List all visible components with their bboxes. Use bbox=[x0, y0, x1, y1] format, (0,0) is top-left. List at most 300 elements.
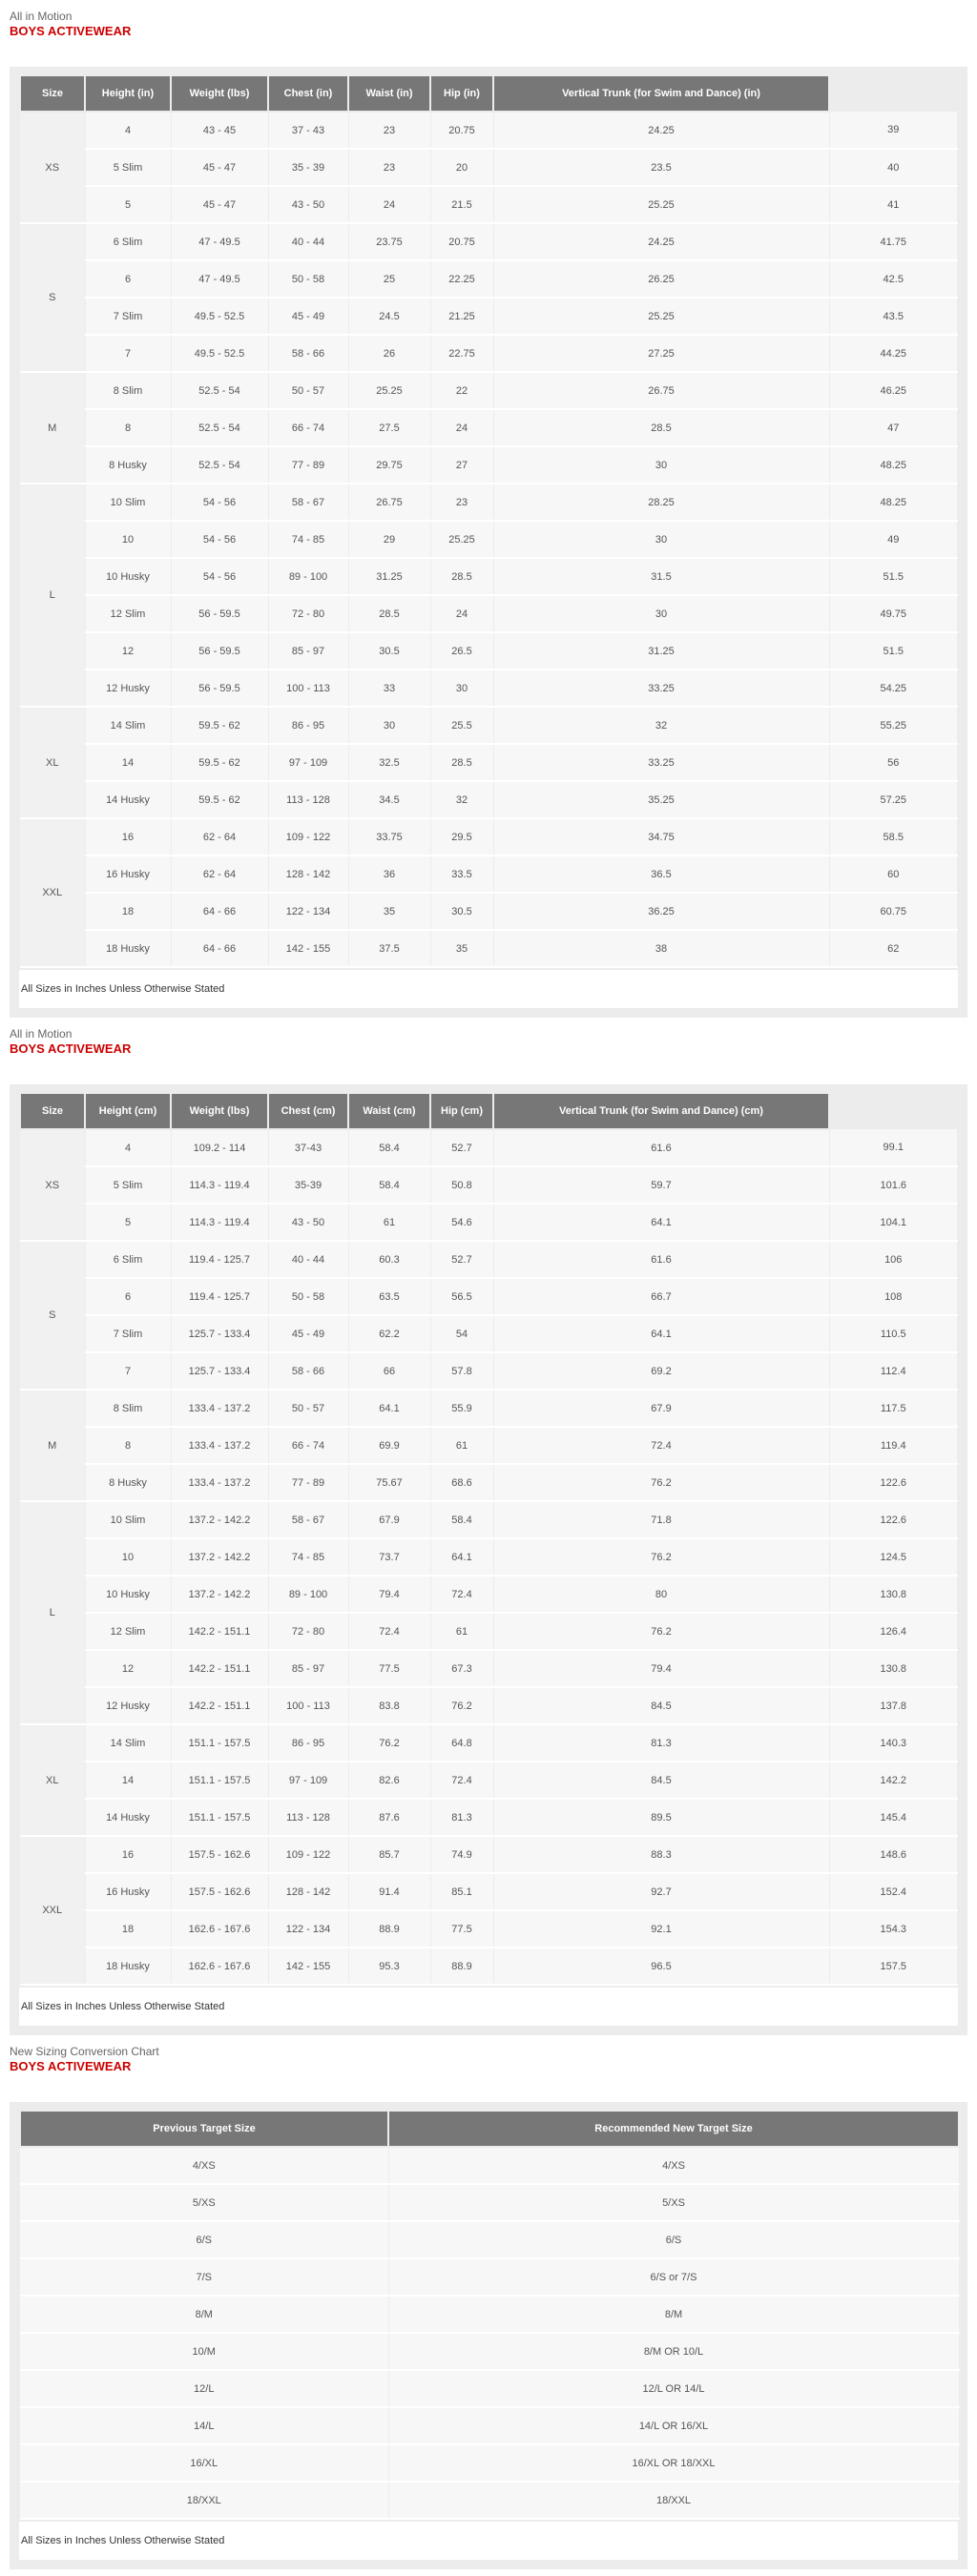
table-cell: 122 - 134 bbox=[268, 893, 348, 930]
table-cell: 54 - 56 bbox=[171, 521, 268, 558]
table-cell: 44.25 bbox=[829, 335, 958, 372]
table-cell: 26.75 bbox=[348, 484, 430, 521]
table-row bbox=[20, 186, 958, 223]
table-cell: 30 bbox=[493, 595, 829, 632]
table-cell: 8/M bbox=[388, 2296, 959, 2333]
table-row bbox=[20, 707, 958, 744]
table-cell: 67.3 bbox=[430, 1650, 493, 1687]
table-cell: 145.4 bbox=[829, 1799, 958, 1836]
table-row bbox=[20, 112, 958, 149]
table-cell: 29.5 bbox=[430, 818, 493, 855]
table-cell: 10 Slim bbox=[85, 484, 171, 521]
table-cell: 33.25 bbox=[493, 670, 829, 707]
table-cell: 12 Slim bbox=[85, 1613, 171, 1650]
table-cell: 58.4 bbox=[348, 1166, 430, 1204]
brand-header bbox=[0, 1018, 977, 1058]
table-row bbox=[20, 558, 958, 595]
table-row bbox=[20, 1613, 958, 1650]
table-cell: 26.5 bbox=[430, 632, 493, 670]
table-cell: 24.25 bbox=[493, 223, 829, 260]
size-group-label: S bbox=[20, 1241, 85, 1390]
table-cell: 64.1 bbox=[430, 1538, 493, 1576]
chart-brand: All in Motion bbox=[10, 10, 73, 23]
table-cell: 24.25 bbox=[493, 112, 829, 149]
table-row bbox=[20, 632, 958, 670]
table-cell: 72 - 80 bbox=[268, 595, 348, 632]
table-cell: 27.25 bbox=[493, 335, 829, 372]
table-cell: 79.4 bbox=[348, 1576, 430, 1613]
table-cell: 52.5 - 54 bbox=[171, 372, 268, 409]
table-cell: 88.9 bbox=[348, 1910, 430, 1947]
table-cell: 49.5 - 52.5 bbox=[171, 335, 268, 372]
table-cell: 76.2 bbox=[348, 1724, 430, 1762]
chart-brand: New Sizing Conversion Chart bbox=[10, 2045, 159, 2058]
table-cell: 14/L bbox=[20, 2407, 388, 2444]
table-cell: 16 Husky bbox=[85, 1873, 171, 1910]
table-cell: 16/XL bbox=[20, 2444, 388, 2482]
table-row bbox=[20, 2221, 959, 2258]
table-cell: 64.1 bbox=[348, 1390, 430, 1427]
units-note: All Sizes in Inches Unless Otherwise Stated bbox=[19, 2522, 958, 2560]
table-cell: 52.7 bbox=[430, 1129, 493, 1166]
table-cell: 100 - 113 bbox=[268, 670, 348, 707]
size-chart-section bbox=[0, 0, 977, 1018]
table-cell: 18/XXL bbox=[388, 2482, 959, 2519]
table-cell: 8/M OR 10/L bbox=[388, 2333, 959, 2370]
table-cell: 114.3 - 119.4 bbox=[171, 1204, 268, 1241]
table-cell: 62.2 bbox=[348, 1315, 430, 1352]
table-cell: 151.1 - 157.5 bbox=[171, 1799, 268, 1836]
table-cell: 60 bbox=[829, 855, 958, 893]
table-cell: 21.25 bbox=[430, 298, 493, 335]
table-cell: 4 bbox=[85, 112, 171, 149]
table-cell: 5/XS bbox=[388, 2184, 959, 2221]
chart-brand: All in Motion bbox=[10, 1027, 73, 1041]
conversion-chart-panel bbox=[10, 2102, 967, 2569]
table-cell: 8 Slim bbox=[85, 1390, 171, 1427]
table-cell: 85.7 bbox=[348, 1836, 430, 1873]
table-row bbox=[20, 855, 958, 893]
column-header: Vertical Trunk (for Swim and Dance) (cm) bbox=[493, 1093, 829, 1129]
table-cell: 33.25 bbox=[493, 744, 829, 781]
table-row bbox=[20, 1129, 958, 1166]
size-group-label: S bbox=[20, 223, 85, 372]
table-cell: 137.2 - 142.2 bbox=[171, 1501, 268, 1538]
table-cell: 54 bbox=[430, 1315, 493, 1352]
table-cell: 25.25 bbox=[493, 186, 829, 223]
table-cell: 12 bbox=[85, 632, 171, 670]
table-cell: 43 - 50 bbox=[268, 1204, 348, 1241]
table-cell: 76.2 bbox=[493, 1613, 829, 1650]
table-cell: 50 - 57 bbox=[268, 1390, 348, 1427]
table-row bbox=[20, 260, 958, 298]
table-cell: 12 Slim bbox=[85, 595, 171, 632]
table-cell: 88.9 bbox=[430, 1947, 493, 1985]
table-cell: 92.7 bbox=[493, 1873, 829, 1910]
table-cell: 23 bbox=[430, 484, 493, 521]
table-cell: 7/S bbox=[20, 2258, 388, 2296]
table-cell: 79.4 bbox=[493, 1650, 829, 1687]
table-cell: 87.6 bbox=[348, 1799, 430, 1836]
table-cell: 72.4 bbox=[348, 1613, 430, 1650]
table-cell: 109 - 122 bbox=[268, 1836, 348, 1873]
table-cell: 22.75 bbox=[430, 335, 493, 372]
table-row bbox=[20, 2147, 959, 2184]
table-cell: 12/L bbox=[20, 2370, 388, 2407]
table-cell: 142.2 - 151.1 bbox=[171, 1613, 268, 1650]
table-row bbox=[20, 1910, 958, 1947]
table-cell: 27 bbox=[430, 446, 493, 484]
table-cell: 69.2 bbox=[493, 1352, 829, 1390]
table-cell: 67.9 bbox=[348, 1501, 430, 1538]
units-note: All Sizes in Inches Unless Otherwise Stated bbox=[19, 970, 958, 1008]
table-cell: 42.5 bbox=[829, 260, 958, 298]
table-cell: 35.25 bbox=[493, 781, 829, 818]
table-cell: 45 - 47 bbox=[171, 186, 268, 223]
table-row bbox=[20, 1278, 958, 1315]
table-row bbox=[20, 1799, 958, 1836]
table-row bbox=[20, 2184, 959, 2221]
table-cell: 99.1 bbox=[829, 1129, 958, 1166]
table-row bbox=[20, 744, 958, 781]
table-cell: 64.8 bbox=[430, 1724, 493, 1762]
table-cell: 50 - 58 bbox=[268, 1278, 348, 1315]
table-cell: 88.3 bbox=[493, 1836, 829, 1873]
table-cell: 85 - 97 bbox=[268, 632, 348, 670]
table-cell: 151.1 - 157.5 bbox=[171, 1762, 268, 1799]
table-cell: 29.75 bbox=[348, 446, 430, 484]
table-cell: 137.8 bbox=[829, 1687, 958, 1724]
table-cell: 55.25 bbox=[829, 707, 958, 744]
table-cell: 57.25 bbox=[829, 781, 958, 818]
table-cell: 25.5 bbox=[430, 707, 493, 744]
table-row bbox=[20, 893, 958, 930]
table-cell: 58 - 66 bbox=[268, 1352, 348, 1390]
table-cell: 104.1 bbox=[829, 1204, 958, 1241]
table-cell: 26.75 bbox=[493, 372, 829, 409]
table-cell: 18 Husky bbox=[85, 930, 171, 967]
table-cell: 76.2 bbox=[493, 1464, 829, 1501]
table-cell: 140.3 bbox=[829, 1724, 958, 1762]
table-cell: 82.6 bbox=[348, 1762, 430, 1799]
table-cell: 54 - 56 bbox=[171, 558, 268, 595]
table-cell: 6 bbox=[85, 1278, 171, 1315]
table-cell: 10 bbox=[85, 1538, 171, 1576]
brand-header bbox=[0, 0, 977, 40]
table-cell: 52.7 bbox=[430, 1241, 493, 1278]
table-cell: 27.5 bbox=[348, 409, 430, 446]
table-cell: 100 - 113 bbox=[268, 1687, 348, 1724]
table-cell: 20.75 bbox=[430, 112, 493, 149]
table-row bbox=[20, 484, 958, 521]
table-cell: 69.9 bbox=[348, 1427, 430, 1464]
table-cell: 12/L OR 14/L bbox=[388, 2370, 959, 2407]
table-cell: 5/XS bbox=[20, 2184, 388, 2221]
table-cell: 157.5 bbox=[829, 1947, 958, 1985]
table-cell: 106 bbox=[829, 1241, 958, 1278]
table-cell: 56.5 bbox=[430, 1278, 493, 1315]
table-cell: 6 Slim bbox=[85, 1241, 171, 1278]
table-cell: 110.5 bbox=[829, 1315, 958, 1352]
table-cell: 114.3 - 119.4 bbox=[171, 1166, 268, 1204]
table-cell: 128 - 142 bbox=[268, 1873, 348, 1910]
table-row bbox=[20, 1947, 958, 1985]
table-cell: 76.2 bbox=[493, 1538, 829, 1576]
table-cell: 92.1 bbox=[493, 1910, 829, 1947]
table-cell: 36.5 bbox=[493, 855, 829, 893]
table-cell: 52.5 - 54 bbox=[171, 409, 268, 446]
table-cell: 137.2 - 142.2 bbox=[171, 1538, 268, 1576]
table-cell: 109 - 122 bbox=[268, 818, 348, 855]
table-cell: 31.5 bbox=[493, 558, 829, 595]
table-cell: 35 - 39 bbox=[268, 149, 348, 186]
table-cell: 48.25 bbox=[829, 484, 958, 521]
table-cell: 85 - 97 bbox=[268, 1650, 348, 1687]
size-chart-section bbox=[0, 1018, 977, 2035]
table-cell: 28.5 bbox=[348, 595, 430, 632]
table-cell: 43 - 45 bbox=[171, 112, 268, 149]
table-cell: 25.25 bbox=[348, 372, 430, 409]
table-cell: 40 - 44 bbox=[268, 1241, 348, 1278]
column-header: Weight (lbs) bbox=[171, 75, 268, 112]
table-cell: 77.5 bbox=[348, 1650, 430, 1687]
table-cell: 63.5 bbox=[348, 1278, 430, 1315]
table-cell: 36 bbox=[348, 855, 430, 893]
size-group-label: L bbox=[20, 1501, 85, 1724]
table-cell: 14/L OR 16/XL bbox=[388, 2407, 959, 2444]
table-cell: 56 - 59.5 bbox=[171, 632, 268, 670]
table-row bbox=[20, 1501, 958, 1538]
table-cell: 23 bbox=[348, 112, 430, 149]
table-cell: 29 bbox=[348, 521, 430, 558]
table-cell: 122 - 134 bbox=[268, 1910, 348, 1947]
table-cell: 28.5 bbox=[430, 744, 493, 781]
table-cell: 157.5 - 162.6 bbox=[171, 1836, 268, 1873]
table-cell: 33.75 bbox=[348, 818, 430, 855]
table-cell: 47 - 49.5 bbox=[171, 223, 268, 260]
table-cell: 18/XXL bbox=[20, 2482, 388, 2519]
table-cell: 108 bbox=[829, 1278, 958, 1315]
table-cell: 84.5 bbox=[493, 1762, 829, 1799]
table-cell: 125.7 - 133.4 bbox=[171, 1352, 268, 1390]
table-cell: 30.5 bbox=[348, 632, 430, 670]
table-cell: 28.5 bbox=[430, 558, 493, 595]
table-cell: 46.25 bbox=[829, 372, 958, 409]
table-cell: 14 Husky bbox=[85, 781, 171, 818]
table-cell: 31.25 bbox=[493, 632, 829, 670]
table-cell: 5 bbox=[85, 186, 171, 223]
table-cell: 71.8 bbox=[493, 1501, 829, 1538]
table-cell: 20 bbox=[430, 149, 493, 186]
table-cell: 7 Slim bbox=[85, 298, 171, 335]
table-cell: 117.5 bbox=[829, 1390, 958, 1427]
table-cell: 58.4 bbox=[348, 1129, 430, 1166]
table-cell: 16 bbox=[85, 818, 171, 855]
column-header: Size bbox=[20, 75, 85, 112]
table-cell: 50 - 57 bbox=[268, 372, 348, 409]
table-cell: 7 Slim bbox=[85, 1315, 171, 1352]
table-cell: 35 bbox=[430, 930, 493, 967]
table-cell: 142 - 155 bbox=[268, 930, 348, 967]
table-cell: 61.6 bbox=[493, 1129, 829, 1166]
table-cell: 4/XS bbox=[388, 2147, 959, 2184]
column-header: Size bbox=[20, 1093, 85, 1129]
table-cell: 12 Husky bbox=[85, 1687, 171, 1724]
table-cell: 5 Slim bbox=[85, 1166, 171, 1204]
table-cell: 89 - 100 bbox=[268, 1576, 348, 1613]
table-cell: 57.8 bbox=[430, 1352, 493, 1390]
table-cell: 49 bbox=[829, 521, 958, 558]
table-cell: 6/S bbox=[20, 2221, 388, 2258]
table-cell: 59.7 bbox=[493, 1166, 829, 1204]
brand-header bbox=[0, 2035, 977, 2075]
column-header: Waist (in) bbox=[348, 75, 430, 112]
table-cell: 58 - 66 bbox=[268, 335, 348, 372]
conversion-chart-section bbox=[0, 2035, 977, 2569]
table-cell: 12 Husky bbox=[85, 670, 171, 707]
column-header: Hip (cm) bbox=[430, 1093, 493, 1129]
table-row bbox=[20, 1762, 958, 1799]
table-cell: 84.5 bbox=[493, 1687, 829, 1724]
table-cell: 14 bbox=[85, 1762, 171, 1799]
table-row bbox=[20, 372, 958, 409]
table-cell: 85.1 bbox=[430, 1873, 493, 1910]
table-cell: 18 bbox=[85, 893, 171, 930]
table-cell: 10 Slim bbox=[85, 1501, 171, 1538]
table-cell: 97 - 109 bbox=[268, 1762, 348, 1799]
table-cell: 37.5 bbox=[348, 930, 430, 967]
table-cell: 119.4 - 125.7 bbox=[171, 1241, 268, 1278]
table-cell: 83.8 bbox=[348, 1687, 430, 1724]
table-cell: 30 bbox=[493, 446, 829, 484]
table-cell: 59.5 - 62 bbox=[171, 781, 268, 818]
table-cell: 26 bbox=[348, 335, 430, 372]
size-chart-panel bbox=[10, 1084, 967, 2035]
table-cell: 39 bbox=[829, 112, 958, 149]
table-cell: 51.5 bbox=[829, 632, 958, 670]
size-group-label: XXL bbox=[20, 818, 85, 967]
table-cell: 66 bbox=[348, 1352, 430, 1390]
size-group-label: L bbox=[20, 484, 85, 707]
table-cell: 74 - 85 bbox=[268, 1538, 348, 1576]
table-cell: 54.25 bbox=[829, 670, 958, 707]
table-cell: 49.5 - 52.5 bbox=[171, 298, 268, 335]
table-cell: 24.5 bbox=[348, 298, 430, 335]
table-cell: 32 bbox=[493, 707, 829, 744]
table-cell: 60.3 bbox=[348, 1241, 430, 1278]
chart-category: BOYS ACTIVEWEAR bbox=[10, 24, 132, 38]
table-cell: 81.3 bbox=[493, 1724, 829, 1762]
table-row bbox=[20, 223, 958, 260]
table-cell: 41 bbox=[829, 186, 958, 223]
table-cell: 72.4 bbox=[493, 1427, 829, 1464]
table-cell: 30 bbox=[348, 707, 430, 744]
table-cell: 12 bbox=[85, 1650, 171, 1687]
table-cell: 62 - 64 bbox=[171, 818, 268, 855]
table-cell: 52.5 - 54 bbox=[171, 446, 268, 484]
table-cell: 25.25 bbox=[430, 521, 493, 558]
table-cell: 72.4 bbox=[430, 1762, 493, 1799]
table-row bbox=[20, 2444, 959, 2482]
table-cell: 61 bbox=[430, 1613, 493, 1650]
table-cell: 162.6 - 167.6 bbox=[171, 1947, 268, 1985]
table-cell: 20.75 bbox=[430, 223, 493, 260]
table-row bbox=[20, 2296, 959, 2333]
table-cell: 58 - 67 bbox=[268, 484, 348, 521]
table-cell: 61 bbox=[348, 1204, 430, 1241]
table-cell: 49.75 bbox=[829, 595, 958, 632]
table-cell: 62 - 64 bbox=[171, 855, 268, 893]
table-cell: 162.6 - 167.6 bbox=[171, 1910, 268, 1947]
table-cell: 77 - 89 bbox=[268, 1464, 348, 1501]
column-header: Vertical Trunk (for Swim and Dance) (in) bbox=[493, 75, 829, 112]
table-cell: 151.1 - 157.5 bbox=[171, 1724, 268, 1762]
table-cell: 72.4 bbox=[430, 1576, 493, 1613]
table-cell: 124.5 bbox=[829, 1538, 958, 1576]
column-header: Chest (cm) bbox=[268, 1093, 348, 1129]
table-cell: 137.2 - 142.2 bbox=[171, 1576, 268, 1613]
table-cell: 24 bbox=[430, 595, 493, 632]
table-cell: 74.9 bbox=[430, 1836, 493, 1873]
table-row bbox=[20, 2482, 959, 2519]
table-cell: 24 bbox=[348, 186, 430, 223]
table-cell: 30.5 bbox=[430, 893, 493, 930]
table-cell: 48.25 bbox=[829, 446, 958, 484]
table-cell: 47 - 49.5 bbox=[171, 260, 268, 298]
table-cell: 54 - 56 bbox=[171, 484, 268, 521]
size-group-label: XS bbox=[20, 112, 85, 223]
table-cell: 10 bbox=[85, 521, 171, 558]
table-row bbox=[20, 446, 958, 484]
table-cell: 58.5 bbox=[829, 818, 958, 855]
table-cell: 6/S or 7/S bbox=[388, 2258, 959, 2296]
column-header: Hip (in) bbox=[430, 75, 493, 112]
table-cell: 126.4 bbox=[829, 1613, 958, 1650]
table-row bbox=[20, 1352, 958, 1390]
table-row bbox=[20, 1315, 958, 1352]
table-cell: 43.5 bbox=[829, 298, 958, 335]
table-cell: 10 Husky bbox=[85, 1576, 171, 1613]
size-chart-panel bbox=[10, 67, 967, 1018]
size-group-label: M bbox=[20, 372, 85, 484]
table-cell: 4/XS bbox=[20, 2147, 388, 2184]
table-cell: 133.4 - 137.2 bbox=[171, 1390, 268, 1427]
table-cell: 10/M bbox=[20, 2333, 388, 2370]
table-cell: 66.7 bbox=[493, 1278, 829, 1315]
table-cell: 154.3 bbox=[829, 1910, 958, 1947]
table-cell: 56 bbox=[829, 744, 958, 781]
table-cell: 130.8 bbox=[829, 1576, 958, 1613]
table-row bbox=[20, 1836, 958, 1873]
table-row bbox=[20, 2258, 959, 2296]
table-cell: 66 - 74 bbox=[268, 409, 348, 446]
table-cell: 157.5 - 162.6 bbox=[171, 1873, 268, 1910]
table-cell: 89.5 bbox=[493, 1799, 829, 1836]
table-row bbox=[20, 149, 958, 186]
table-cell: 35 bbox=[348, 893, 430, 930]
size-chart-table bbox=[19, 74, 958, 968]
table-cell: 125.7 - 133.4 bbox=[171, 1315, 268, 1352]
table-row bbox=[20, 1464, 958, 1501]
table-row bbox=[20, 1687, 958, 1724]
table-cell: 5 bbox=[85, 1204, 171, 1241]
table-cell: 45 - 47 bbox=[171, 149, 268, 186]
table-cell: 28.25 bbox=[493, 484, 829, 521]
table-cell: 41.75 bbox=[829, 223, 958, 260]
table-cell: 6/S bbox=[388, 2221, 959, 2258]
table-row bbox=[20, 1166, 958, 1204]
table-cell: 56 - 59.5 bbox=[171, 595, 268, 632]
